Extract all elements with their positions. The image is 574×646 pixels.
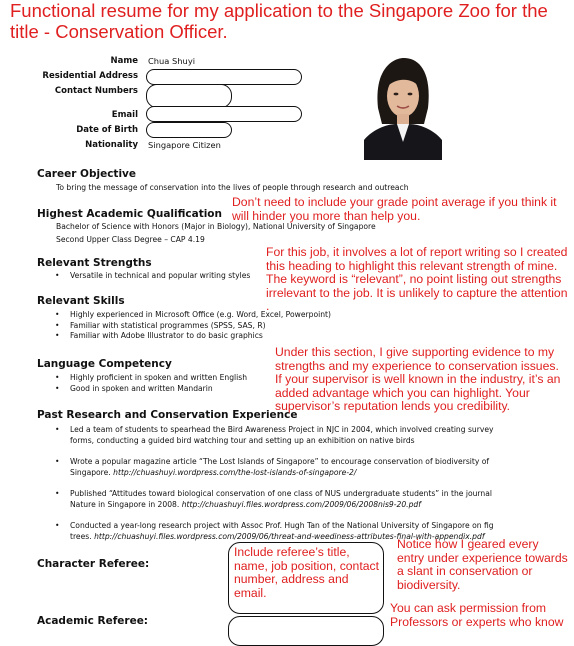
research-list	[50, 424, 510, 552]
career-objective-text: To bring the message of conservation into the lives of people through research and outreach	[56, 183, 409, 192]
list-item	[50, 488, 510, 510]
address-field	[146, 69, 302, 85]
list-item: • Familiar with Adobe Illustrator to do basic graphics	[50, 331, 331, 342]
language-heading: Language Competency	[37, 358, 172, 370]
address-label: Residential Address	[42, 71, 138, 81]
list-item: • Versatile in technical and popular writing styles	[50, 271, 250, 282]
skills-heading: Relevant Skills	[37, 295, 125, 307]
contact-label: Contact Numbers	[54, 86, 138, 96]
qualification-degree: Bachelor of Science with Honors (Major in Biology), National University of Singapore	[56, 222, 376, 231]
research-item-link[interactable]: http://chuashuyi.files.wordpress.com/2009/06/2008nis9-20.pdf	[181, 500, 421, 509]
qualification-heading: Highest Academic Qualification	[37, 208, 223, 220]
research-item-text: Published “Attitudes toward biological conservation of one class of NUS undergraduate students” in the journal Nature in Singapore in 2008.	[70, 489, 493, 509]
research-item-text: Led a team of students to spearhead the Bird Awareness Project in NJC in 2004, which involved creating survey forms, conducting a guided bird watching tour and setting up an exhibition on native birds	[70, 425, 494, 445]
email-label: Email	[111, 110, 138, 120]
dob-field	[146, 122, 232, 138]
dob-label: Date of Birth	[76, 125, 138, 135]
academic-referee-heading: Academic Referee:	[37, 615, 149, 627]
slant-annotation: Notice how I geared every entry under experience towards a slant in conservation or biodiversity.	[397, 537, 568, 592]
strengths-annotation: For this job, it involves a lot of report writing so I created this heading to highlight this relevant strength of mine. The keyword is “relevant”, no point listing out strengths irrelevant to the job. It is unlikely to capture the attention .	[266, 245, 568, 313]
list-item: • Familiar with statistical programmes (SPSS, SAS, R)	[50, 321, 331, 332]
nationality-value: Singapore Citizen	[148, 140, 221, 150]
research-heading: Past Research and Conservation Experience	[37, 409, 298, 421]
gpa-annotation: Don’t need to include your grade point average if you think it will hinder you more than help you.	[232, 195, 557, 223]
strengths-heading: Relevant Strengths	[37, 257, 152, 269]
strengths-list	[50, 271, 250, 282]
name-value: Chua Shuyi	[148, 56, 196, 66]
list-item: • Highly experienced in Microsoft Office (e.g. Word, Excel, Powerpoint)	[50, 310, 331, 321]
profile-photo	[364, 52, 442, 160]
nationality-label: Nationality	[85, 140, 138, 150]
list-item	[50, 424, 510, 446]
name-label: Name	[110, 56, 138, 66]
list-item	[50, 456, 510, 478]
referee-annotation: Include referee’s title, name, job position, contact number, address and email.	[234, 545, 379, 600]
list-item: • Good in spoken and written Mandarin	[50, 384, 247, 395]
page-title: Functional resume for my application to the Singapore Zoo for the title - Conservation Officer.	[10, 0, 548, 42]
list-item: • Highly proficient in spoken and written English	[50, 373, 247, 384]
language-list	[50, 373, 247, 394]
career-objective-heading: Career Objective	[37, 168, 137, 180]
permission-annotation: You can ask permission from Professors or experts who know	[390, 601, 564, 629]
academic-referee-box	[228, 616, 384, 646]
research-item-link[interactable]: http://chuashuyi.wordpress.com/the-lost-islands-of-singapore-2/	[113, 468, 357, 477]
research-item-text: Conducted a year-long research project with Assoc Prof. Hugh Tan of the National University of Singapore on fig trees.	[70, 521, 494, 541]
skills-list	[50, 310, 331, 342]
research-item-link[interactable]: http://chuashuyi.files.wordpress.com/2009/06/threat-and-weediness-attributes-final-with-appendix.pdf	[94, 532, 485, 541]
email-field	[146, 106, 302, 122]
experience-annotation: Under this section, I give supporting evidence to my strengths and my experience to conservation issues. If your supervisor is well known in the industry, it’s an added advantage which you can highlight. Your supervisor’s reputation lends you credibility.	[275, 345, 561, 413]
contact-field	[146, 84, 232, 108]
qualification-class: Second Upper Class Degree – CAP 4.19	[56, 235, 205, 244]
character-referee-heading: Character Referee:	[37, 558, 150, 570]
research-item-text: Wrote a popular magazine article “The Lost Islands of Singapore” to encourage conservation of biodiversity of Singapore.	[70, 457, 490, 477]
